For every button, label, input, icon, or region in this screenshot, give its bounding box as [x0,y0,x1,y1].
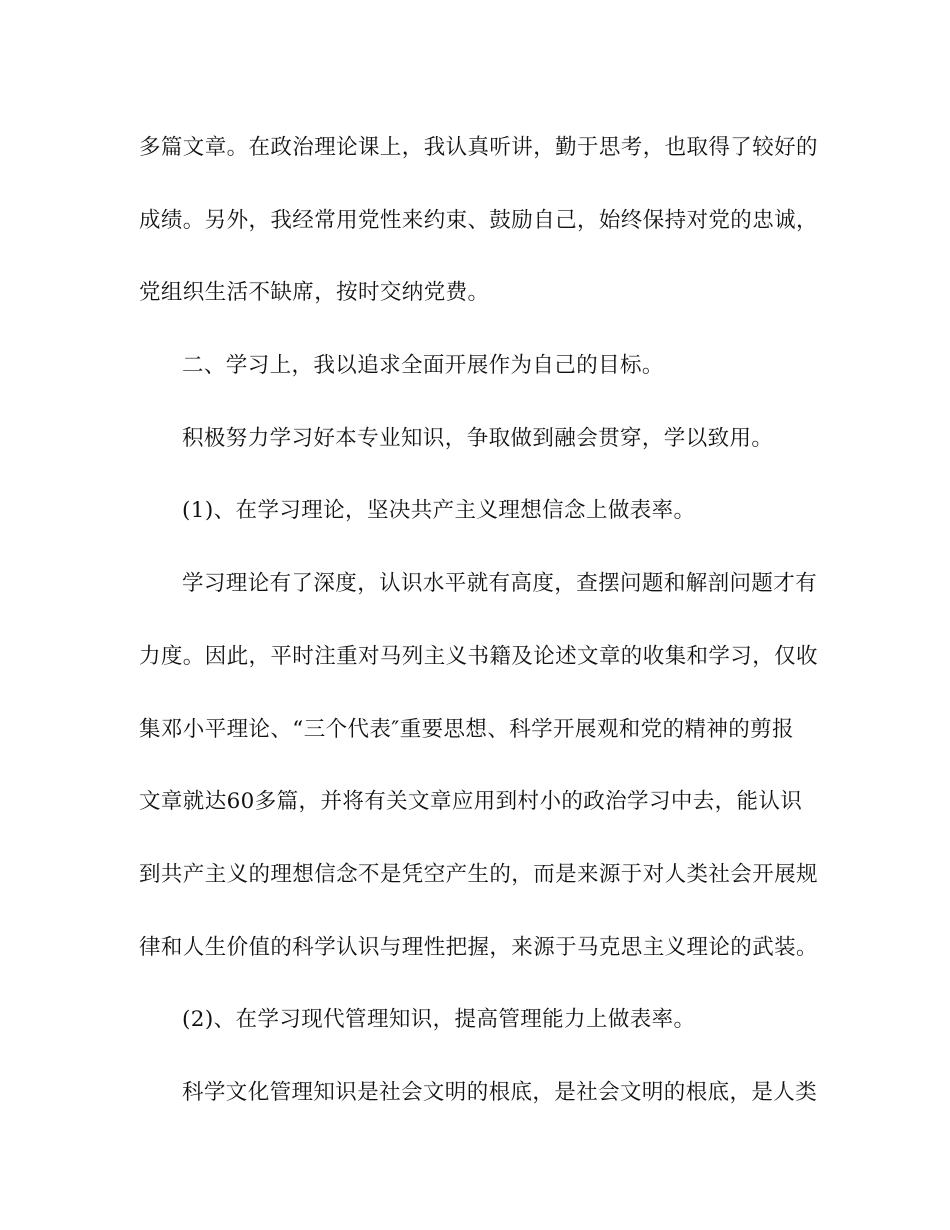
text-line-11: 到共产主义的理想信念不是凭空产生的，而是来源于对人类社会开展规 [139,861,818,887]
text-line-5: 积极努力学习好本专业知识，争取做到融会贯穿，学以致用。 [182,425,774,451]
text-line-10: 文章就达60多篇，并将有关文章应用到村小的政治学习中去，能认识 [139,789,803,815]
text-line-12: 律和人生价值的科学认识与理性把握，来源于马克思主义理论的武装。 [139,934,818,960]
text-line-1: 多篇文章。在政治理论课上，我认真听讲，勤于思考，也取得了较好的 [139,135,818,160]
text-line-8: 力度。因此，平时注重对马列主义书籍及论述文章的收集和学习，仅收 [139,643,818,669]
section-heading-study: 二、学习上，我以追求全面开展作为自己的目标。 [182,353,664,379]
subheading-2: (2)、在学习现代管理知识，提高管理能力上做表率。 [182,1007,696,1033]
text-line-14: 科学文化管理知识是社会文明的根底，是社会文明的根底，是人类 [182,1079,818,1105]
text-line-9: 集邓小平理论、“三个代表″重要思想、科学开展观和党的精神的剪报 [139,716,794,742]
text-line-3: 党组织生活不缺席，按时交纳党费。 [139,280,490,306]
text-line-7: 学习理论有了深度，认识水平就有高度，查摆问题和解剖问题才有 [182,571,818,597]
text-line-2: 成绩。另外，我经常用党性来约束、鼓励自己，始终保持对党的忠诚， [139,207,818,233]
subheading-1: (1)、在学习理论，坚决共产主义理想信念上做表率。 [182,498,696,524]
document-body [139,112,818,1130]
